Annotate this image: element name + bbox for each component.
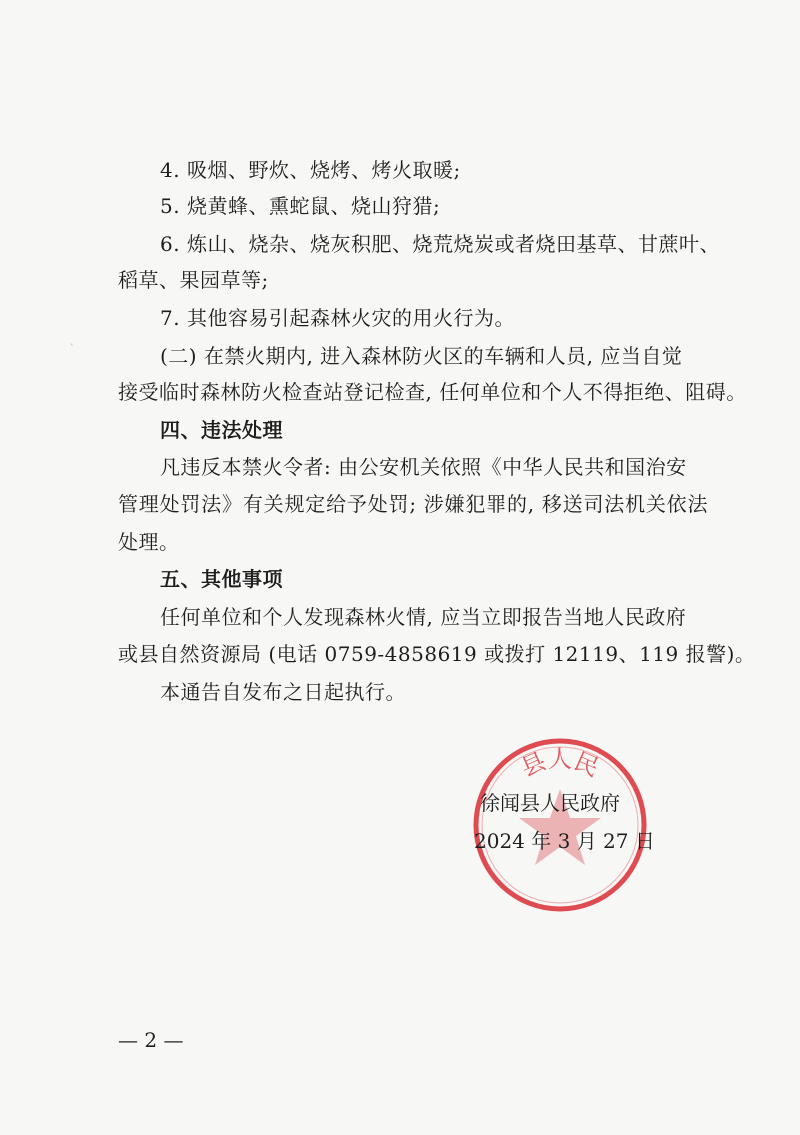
- list-item-7: 7. 其他容易引起森林火灾的用火行为。: [160, 306, 515, 330]
- list-item-4: 4. 吸烟、野炊、烧烤、烤火取暖;: [160, 158, 461, 182]
- paragraph-2-line2: 接受临时森林防火检查站登记检查, 任何单位和个人不得拒绝、阻碍。: [118, 380, 747, 404]
- signing-date: 2024 年 3 月 27 日: [474, 829, 655, 853]
- seal-text: 县人民: [516, 745, 604, 783]
- paragraph-2-line1: (二) 在禁火期内, 进入森林防火区的车辆和人员, 应当自觉: [160, 344, 683, 368]
- page-number: — 2 —: [118, 1028, 184, 1052]
- section-4-line2: 管理处罚法》有关规定给予处罚; 涉嫌犯罪的, 移送司法机关依法: [118, 492, 708, 516]
- section-5-heading: 五、其他事项: [160, 567, 283, 591]
- list-item-5: 5. 烧黄蜂、熏蛇鼠、烧山狩猎;: [160, 194, 441, 218]
- effective-date-line: 本通告自发布之日起执行。: [160, 680, 406, 704]
- section-5-line2: 或县自然资源局 (电话 0759-4858619 或拨打 12119、119 报警)。: [118, 642, 756, 666]
- signing-organization: 徐闻县人民政府: [480, 791, 620, 815]
- section-4-line3: 处理。: [118, 530, 180, 554]
- official-seal: [470, 735, 650, 915]
- section-5-line1: 任何单位和个人发现森林火情, 应当立即报告当地人民政府: [160, 605, 687, 629]
- section-4-heading: 四、违法处理: [160, 418, 283, 442]
- list-item-6-line2: 稻草、果园草等;: [118, 268, 269, 292]
- list-item-6-line1: 6. 炼山、烧杂、烧灰积肥、烧荒烧炭或者烧田基草、甘蔗叶、: [160, 232, 720, 256]
- binding-mark: ‵: [70, 342, 74, 358]
- section-4-line1: 凡违反本禁火令者: 由公安机关依照《中华人民共和国治安: [160, 455, 687, 479]
- svg-text:县人民: [517, 745, 603, 782]
